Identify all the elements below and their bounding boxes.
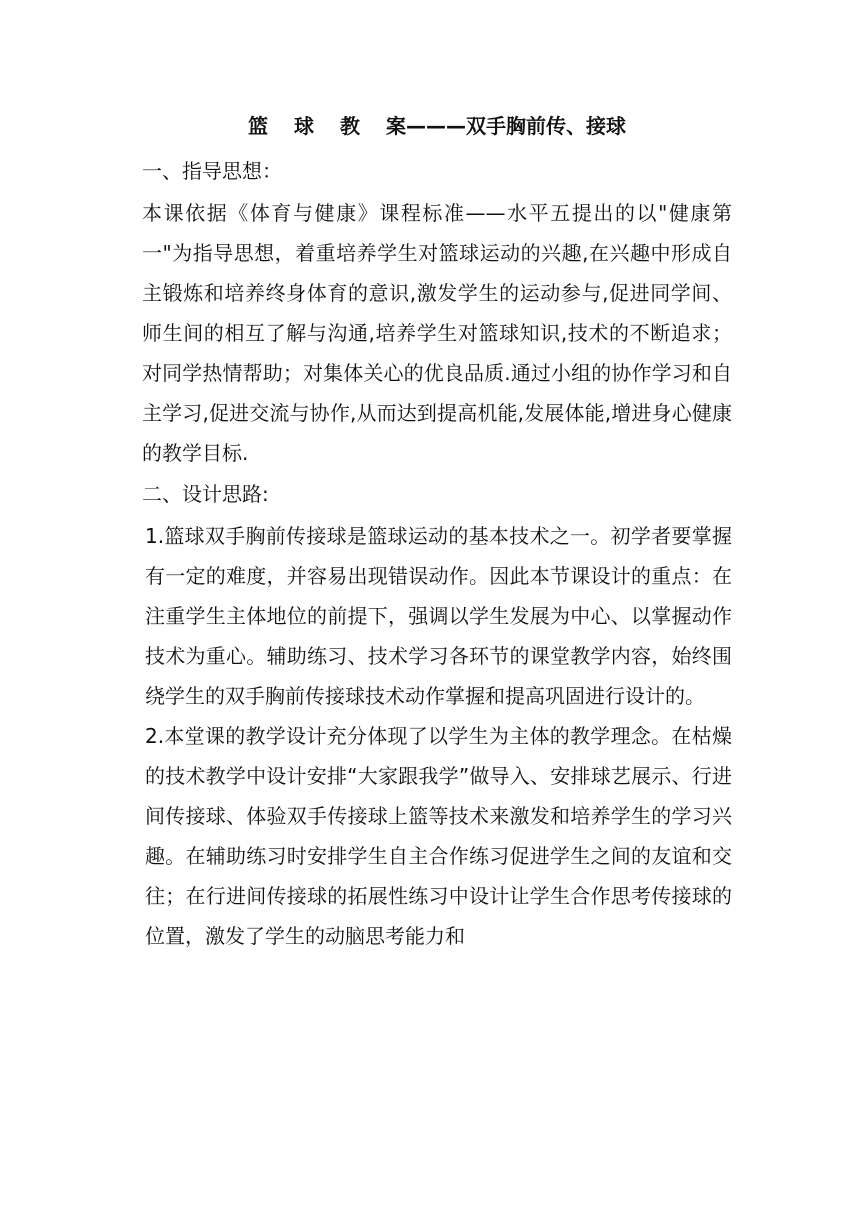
design-approach-paragraph-2: 2.本堂课的教学设计充分体现了以学生为主体的教学理念。在枯燥的技术教学中设计安排“大家跟我学”做导入、安排球艺展示、行进间传接球、体验双手传接球上篮等技术来激发和培养学生的学习兴趣。在辅助练习时安排学生自主合作练习促进学生之间的友谊和交往；在行进间传接球的拓展性练习中设计让学生合作思考传接球的位置，激发了学生的动脑思考能力和 xyxy=(145,724,732,948)
section-heading-design-approach: 二、设计思路: xyxy=(142,482,269,506)
guiding-ideology-paragraph: 本课依据《体育与健康》课程标准——水平五提出的以"健康第一"为指导思想，着重培养学生对篮球运动的兴趣,在兴趣中形成自主锻炼和培养终身体育的意识,激发学生的运动参与,促进同学间、师生间的相互了解与沟通,培养学生对篮球知识,技术的不断追求；对同学热情帮助；对集体关心的优良品质.通过小组的协作学习和自主学习,促进交流与协作,从而达到提高机能,发展体能,增进身心健康的教学目标. xyxy=(142,201,732,465)
title-word-4: 案———双手胸前传、接球 xyxy=(385,114,626,138)
section-design-approach xyxy=(142,473,732,956)
section-heading-guiding-ideology: 一、指导思想： xyxy=(142,159,282,183)
title-word-1: 篮 xyxy=(248,114,269,138)
section-guiding-ideology xyxy=(142,150,732,473)
document-body xyxy=(142,108,732,956)
title-word-2: 球 xyxy=(294,114,315,138)
design-approach-paragraph-1: 1.篮球双手胸前传接球是篮球运动的基本技术之一。初学者要掌握有一定的难度，并容易出现错误动作。因此本节课设计的重点：在注重学生主体地位的前提下，强调以学生发展为中心、以掌握动作技术为重心。辅助练习、技术学习各环节的课堂教学内容，始终围绕学生的双手胸前传接球技术动作掌握和提高巩固进行设计的。 xyxy=(145,524,732,708)
document-title xyxy=(142,108,732,144)
title-word-3: 教 xyxy=(339,114,360,138)
